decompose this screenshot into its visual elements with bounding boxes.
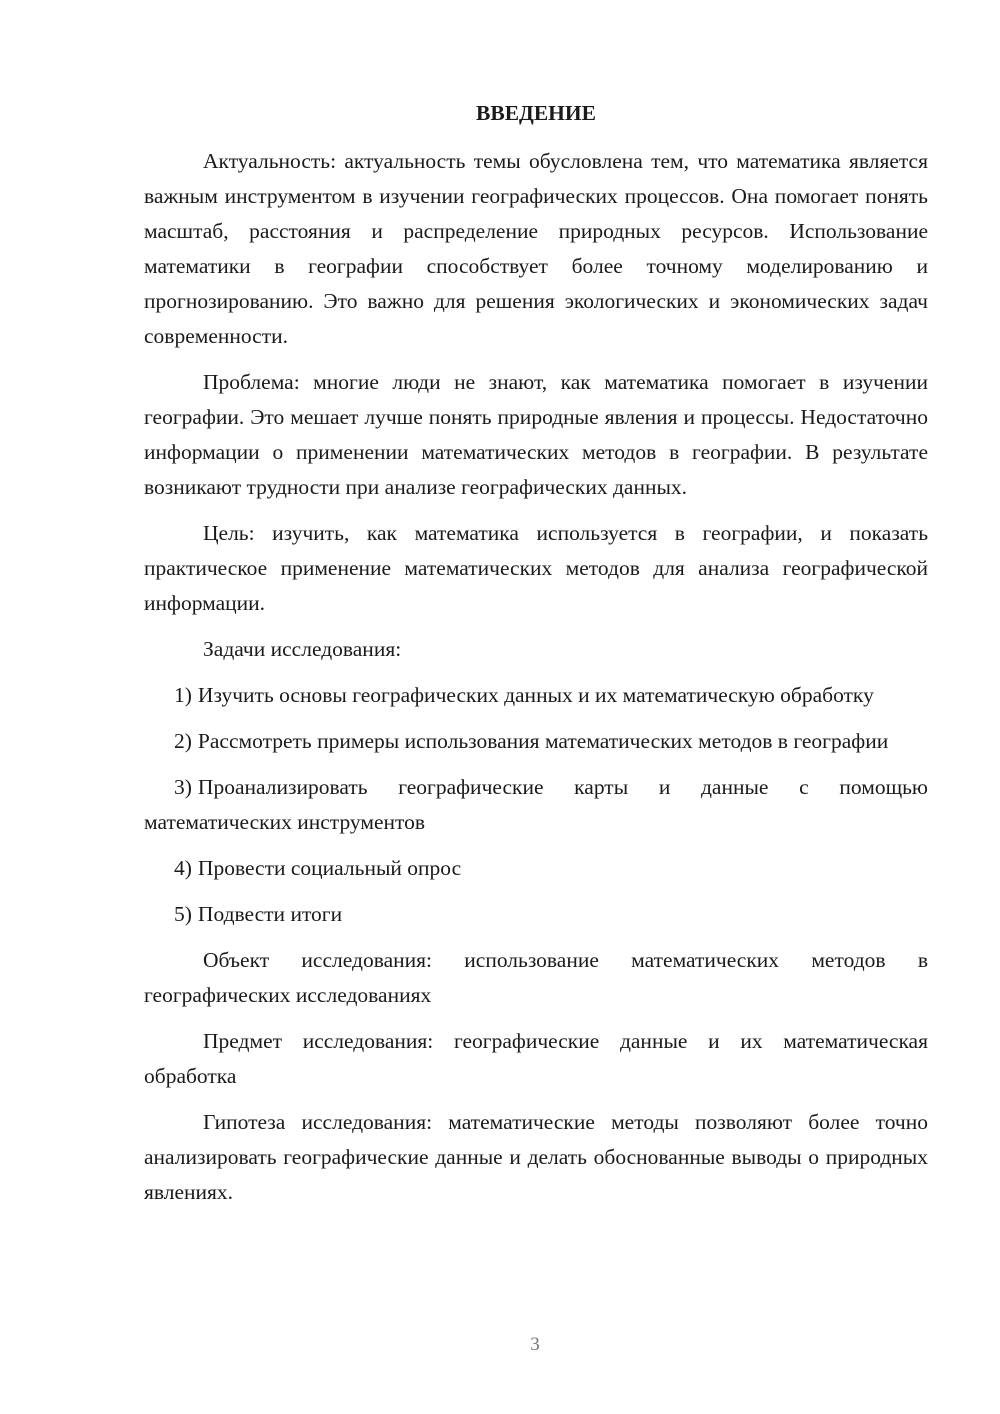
task-item-1 xyxy=(144,678,928,713)
task-number: 5) xyxy=(174,902,192,926)
subject-paragraph: Предмет исследования: географические данные и их математическая обработка xyxy=(144,1029,928,1088)
section-title: ВВЕДЕНИЕ xyxy=(476,101,596,125)
goal-paragraph: Цель: изучить, как математика используется в географии, и показать практическое применение математических методов для анализа географической информации. xyxy=(144,521,928,615)
task-number: 3) xyxy=(174,775,192,799)
task-item-3 xyxy=(144,770,928,840)
object-paragraph: Объект исследования: использование математических методов в географических исследованиях xyxy=(144,948,928,1007)
tasks-heading: Задачи исследования: xyxy=(203,637,402,661)
task-item-2 xyxy=(144,724,928,759)
task-item-4 xyxy=(144,851,928,886)
task-number: 2) xyxy=(174,729,192,753)
hypothesis-paragraph: Гипотеза исследования: математические методы позволяют более точно анализировать географические данные и делать обоснованные выводы о природных явлениях. xyxy=(144,1110,928,1204)
task-text: Рассмотреть примеры использования математических методов в географии xyxy=(197,729,889,753)
task-text: Провести социальный опрос xyxy=(197,856,462,880)
relevance-paragraph: Актуальность: актуальность темы обусловлена тем, что математика является важным инструментом в изучении географических процессов. Она помогает понять масштаб, расстояния и распределение природных ресурсов. Использование математики в географии способствует более точному моделированию и прогнозированию. Это важно для решения экологических и экономических задач современности. xyxy=(144,149,928,348)
page-number: 3 xyxy=(530,1334,540,1355)
task-number: 1) xyxy=(174,683,192,707)
task-item-5 xyxy=(144,897,928,932)
task-text: Подвести итоги xyxy=(197,902,343,926)
problem-paragraph: Проблема: многие люди не знают, как математика помогает в изучении географии. Это мешает лучше понять природные явления и процессы. Недостаточно информации о применении математических методов в географии. В результате возникают трудности при анализе географических данных. xyxy=(144,370,928,499)
task-number: 4) xyxy=(174,856,192,880)
document-page xyxy=(144,96,928,1221)
task-text: Проанализировать географические карты и данные с помощью математических инструментов xyxy=(144,775,928,834)
task-text: Изучить основы географических данных и их математическую обработку xyxy=(197,683,874,707)
